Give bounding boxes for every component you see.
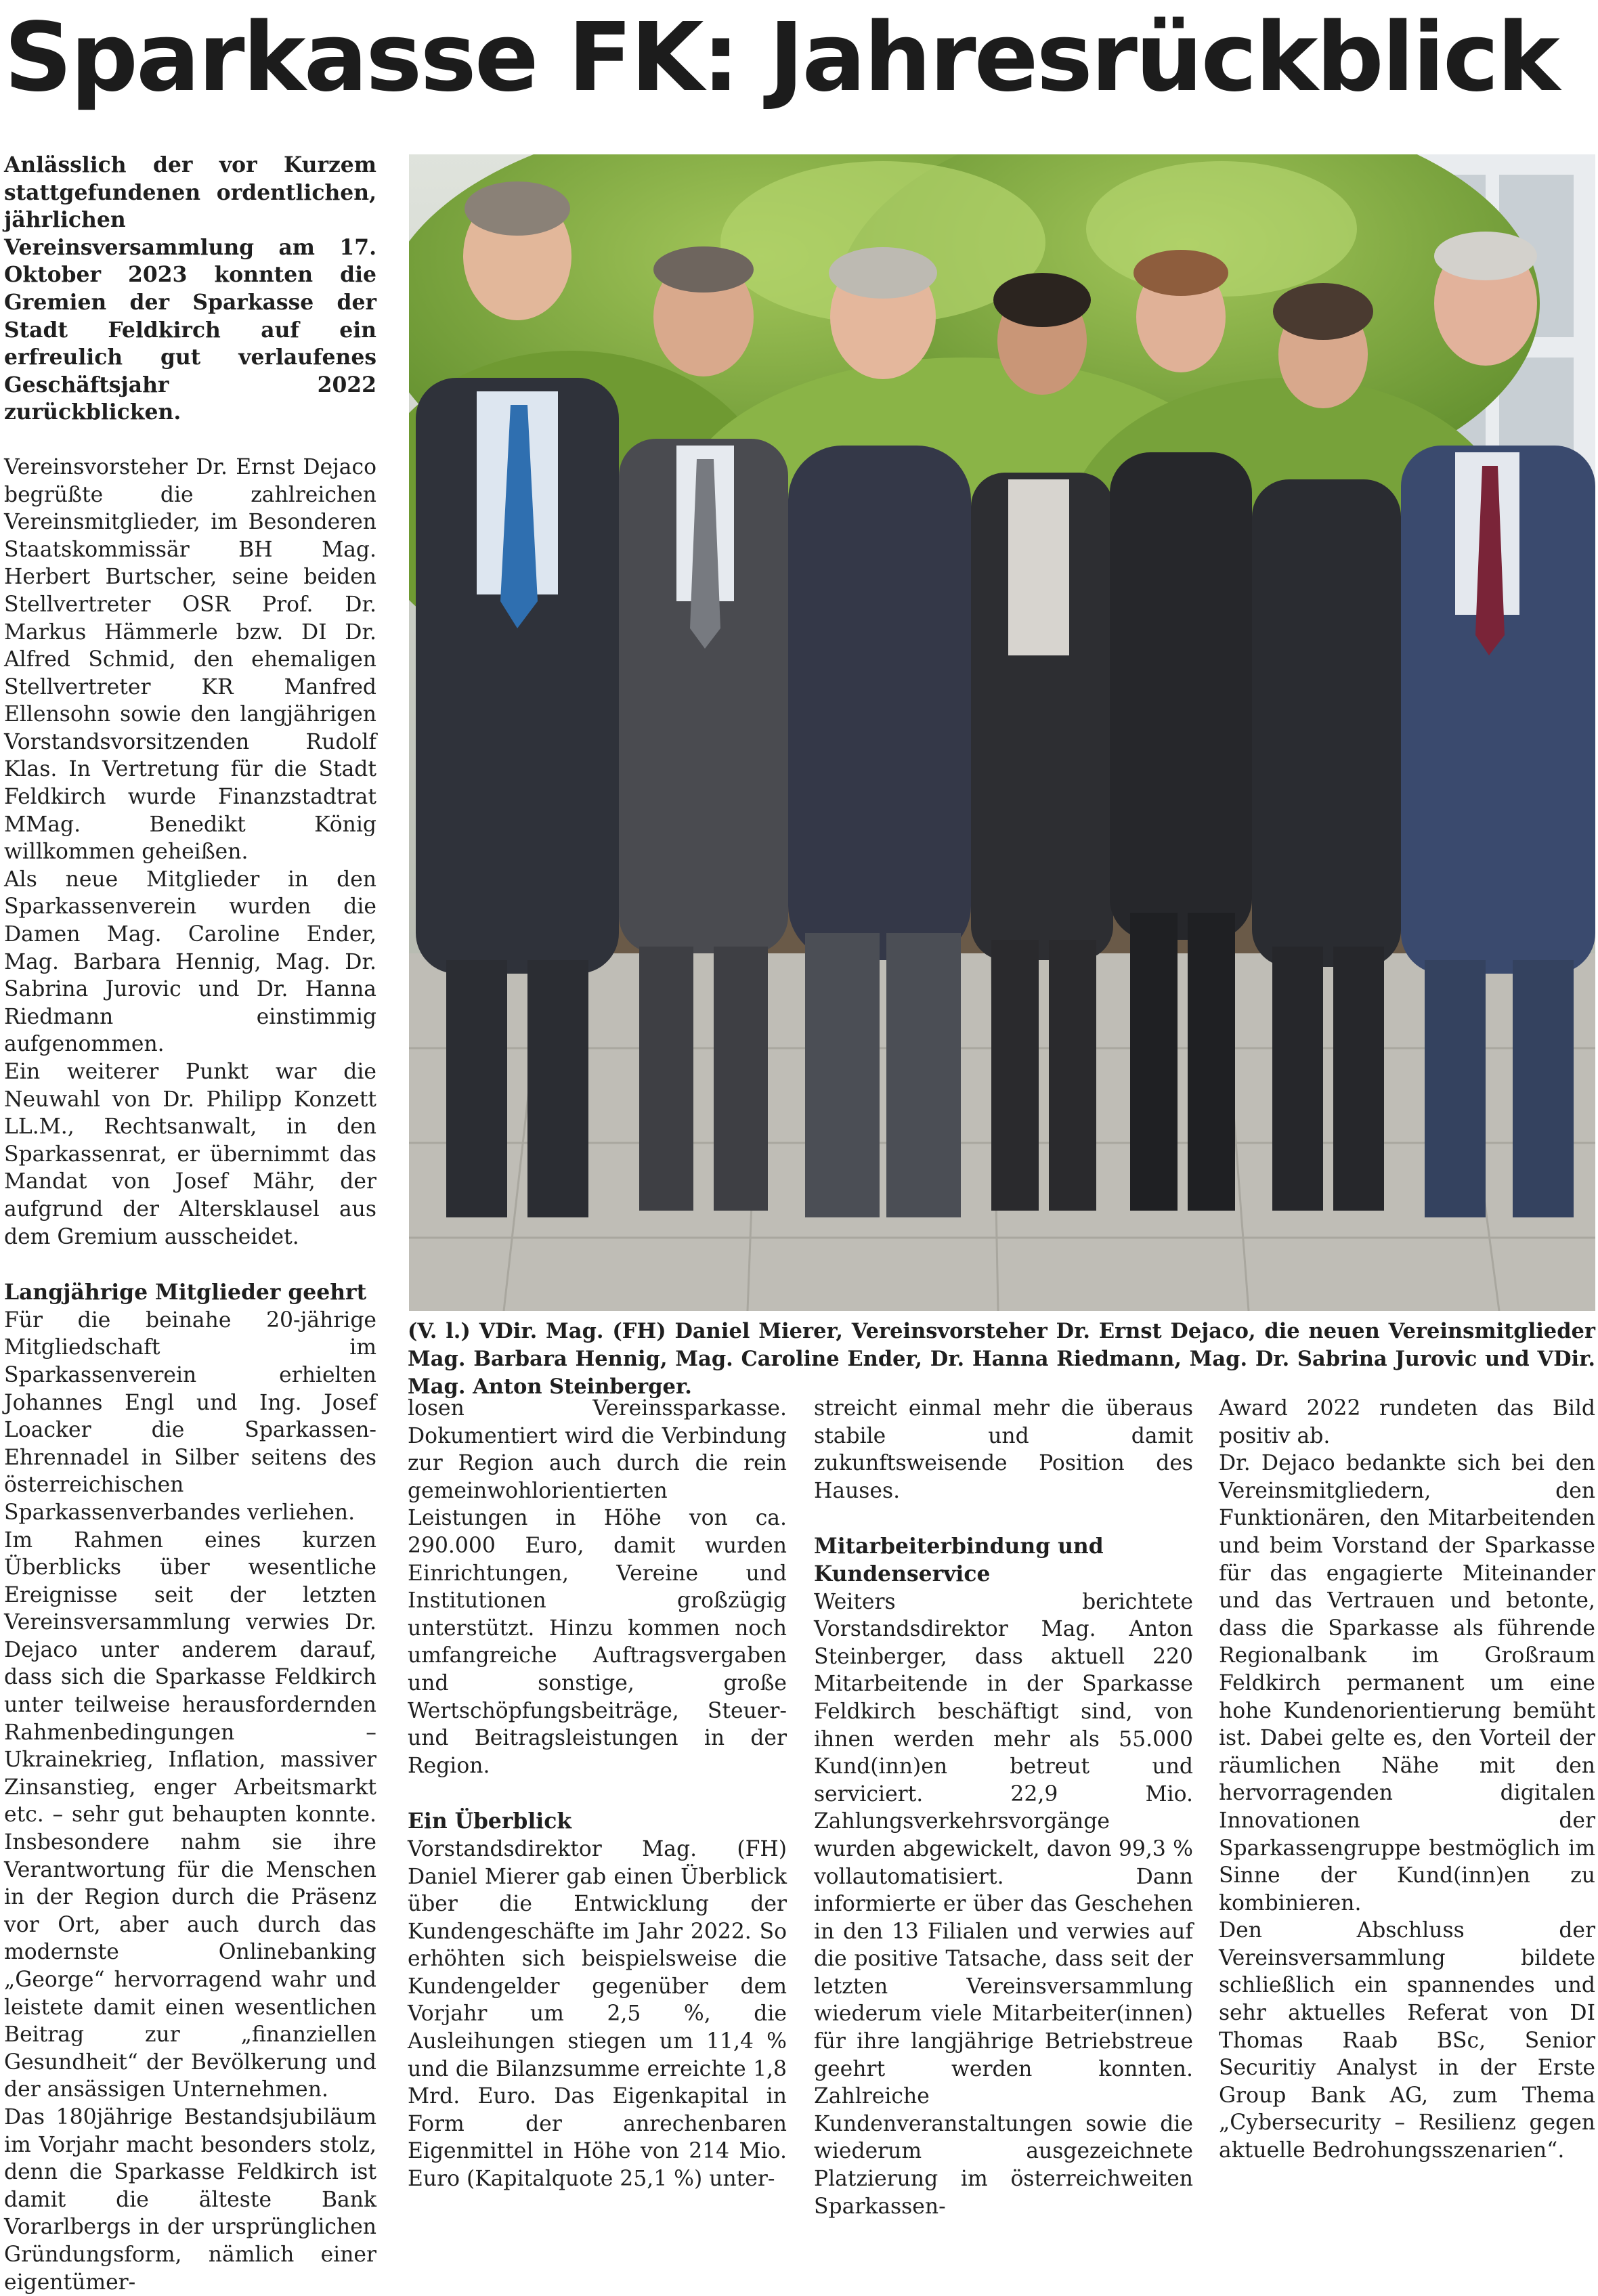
photo-caption: (V. l.) VDir. Mag. (FH) Daniel Mierer, Vereinsvorsteher Dr. Ernst Dejaco, die neuen Vereinsmitglieder Mag. Barbara Hennig, Mag. Caroline Ender, Dr. Hanna Riedmann, Mag. Dr. Sabrina Jurovic und VDir. Mag. Anton Steinberger. — [408, 1319, 1595, 1399]
subheading: Langjährige Mitglieder geehrt — [4, 1280, 367, 1305]
article-column-left — [4, 152, 376, 2296]
body-paragraph: Im Rahmen eines kurzen Überblicks über wesentliche Ereignisse seit der letzten Vereinsversammlung verwies Dr. Dejaco unter anderem darauf, dass sich die Sparkasse Feldkirch unter teilweise herausfordernden Rahmenbedingungen – Ukrainekrieg, Inflation, massiver Zinsanstieg, enger Arbeitsmarkt etc. – sehr gut behaupten konnte. Insbesondere nahm sie ihre Verantwortung für die Menschen in der Region durch die Präsenz vor Ort, aber auch durch das modernste Onlinebanking „George“ hervorragend wahr und leistete damit einen wesentlichen Beitrag zur „finanziellen Gesundheit“ der Bevölkerung und der ansässigen Unternehmen. — [4, 1528, 376, 2102]
body-paragraph: Vorstandsdirektor Mag. (FH) Daniel Mierer gab einen Überblick über die Entwicklung der Kundengeschäfte im Jahr 2022. So erhöhten sich beispielsweise die Kundengelder gegenüber dem Vorjahr um 2,5 %, die Ausleihungen stiegen um 11,4 % und die Bilanzsumme erreichte 1,8 Mrd. Euro. Das Eigenkapital in Form der anrechenbaren Eigenmittel in Höhe von 214 Mio. Euro (Kapitalquote 25,1 %) unter- — [408, 1836, 787, 2192]
article-column-3 — [814, 1395, 1193, 2220]
body-paragraph: Dr. Dejaco bedankte sich bei den Vereinsmitgliedern, den Funktionären, den Mitarbeitenden und beim Vorstand der Sparkasse für das engagierte Miteinander und das Vertrauen und betonte, dass die Sparkasse als führende Regionalbank im Großraum Feldkirch permanent um eine hohe Kundenorientierung bemüht ist. Dabei gelte es, den Vorteil der räumlichen Nähe mit den hervorragenden digitalen Innovationen der Sparkassengruppe bestmöglich im Sinne der Kund(inn)en zu kombinieren. — [1219, 1451, 1595, 1915]
headline: Sparkasse FK: Jahresrückblick — [4, 3, 1558, 113]
body-paragraph: Weiters berichtete Vorstandsdirektor Mag. Anton Steinberger, dass aktuell 220 Mitarbeitende in der Sparkasse Feldkirch beschäftigt sind, von ihnen werden mehr als 55.000 Kund(inn)en betreut und serviciert. 22,9 Mio. Zahlungsverkehrsvorgänge wurden abgewickelt, davon 99,3 % vollautomatisiert. Dann informierte er über das Geschehen in den 13 Filialen und verwies auf die positive Tatsache, dass seit der letzten Vereinsversammlung wiederum viele Mitarbeiter(innen) für ihre langjährige Betriebstreue geehrt werden konnten. Zahlreiche Kundenveranstaltungen sowie die wiederum ausgezeichnete Platzierung im österreichweiten Sparkassen- — [814, 1589, 1193, 2219]
body-paragraph: Ein weiterer Punkt war die Neuwahl von Dr. Philipp Konzett LL.M., Rechtsanwalt, in den Sparkassenrat, er übernimmt das Mandat von Josef Mähr, der aufgrund der Altersklausel aus dem Gremium ausscheidet. — [4, 1060, 376, 1249]
body-paragraph: Für die beinahe 20-jährige Mitgliedschaft im Sparkassenverein erhielten Johannes Engl und Ing. Josef Loacker die Sparkassen-Ehrennadel in Silber seitens des österreichischen Sparkassenverbandes verliehen. — [4, 1307, 376, 1525]
body-paragraph: Vereinsvorsteher Dr. Ernst Dejaco begrüßte die zahlreichen Vereinsmitglieder, im Besonderen Staatskommissär BH Mag. Herbert Burtscher, seine beiden Stellvertreter OSR Prof. Dr. Markus Hämmerle bzw. DI Dr. Alfred Schmid, den ehemaligen Stellvertreter KR Manfred Ellensohn sowie den langjährigen Vorstandsvorsitzenden Rudolf Klas. In Vertretung für die Stadt Feldkirch wurde Finanzstadtrat MMag. Benedikt König willkommen geheißen. — [4, 454, 376, 865]
body-paragraph: Award 2022 rundeten das Bild positiv ab. — [1219, 1396, 1595, 1448]
subheading: Ein Überblick — [408, 1809, 572, 1834]
body-paragraph: Als neue Mitglieder in den Sparkassenverein wurden die Damen Mag. Caroline Ender, Mag. Barbara Hennig, Mag. Dr. Sabrina Jurovic und Dr. Hanna Riedmann einstimmig aufgenommen. — [4, 867, 376, 1057]
article-column-2 — [408, 1395, 787, 2193]
body-paragraph: Den Abschluss der Vereinsversammlung bildete schließlich ein spannendes und sehr aktuelles Referat von DI Thomas Raab BSc, Senior Securitiy Analyst in der Erste Group Bank AG, zum Thema „Cybersecurity – Resilienz gegen aktuelle Bedrohungsszenarien“. — [1219, 1918, 1595, 2163]
article-column-4 — [1219, 1395, 1595, 2165]
group-photo — [409, 154, 1595, 1311]
body-paragraph: streicht einmal mehr die überaus stabile und damit zukunftsweisende Position des Hauses. — [814, 1396, 1193, 1503]
lead-paragraph: Anlässlich der vor Kurzem stattgefundenen ordentlichen, jährlichen Vereinsversammlung am 17. Oktober 2023 konnten die Gremien der Sparkasse der Stadt Feldkirch auf ein erfreulich gut verlaufenes Geschäftsjahr 2022 zurückblicken. — [4, 153, 376, 425]
body-paragraph: losen Vereinssparkasse. Dokumentiert wird die Verbindung zur Region auch durch die rein gemeinwohlorientierten Leistungen in Höhe von ca. 290.000 Euro, damit wurden Einrichtungen, Vereine und Institutionen großzügig unterstützt. Hinzu kommen noch umfangreiche Auftragsvergaben und sonstige, große Wertschöpfungsbeiträge, Steuer- und Beitragsleistungen in der Region. — [408, 1396, 787, 1778]
body-paragraph: Das 180jährige Bestandsjubiläum im Vorjahr macht besonders stolz, denn die Sparkasse Feldkirch ist damit die älteste Bank Vorarlbergs in der ursprünglichen Gründungsform, nämlich einer eigentümer- — [4, 2104, 376, 2295]
subheading: Mitarbeiterbindung und Kundenservice — [814, 1534, 1104, 1586]
